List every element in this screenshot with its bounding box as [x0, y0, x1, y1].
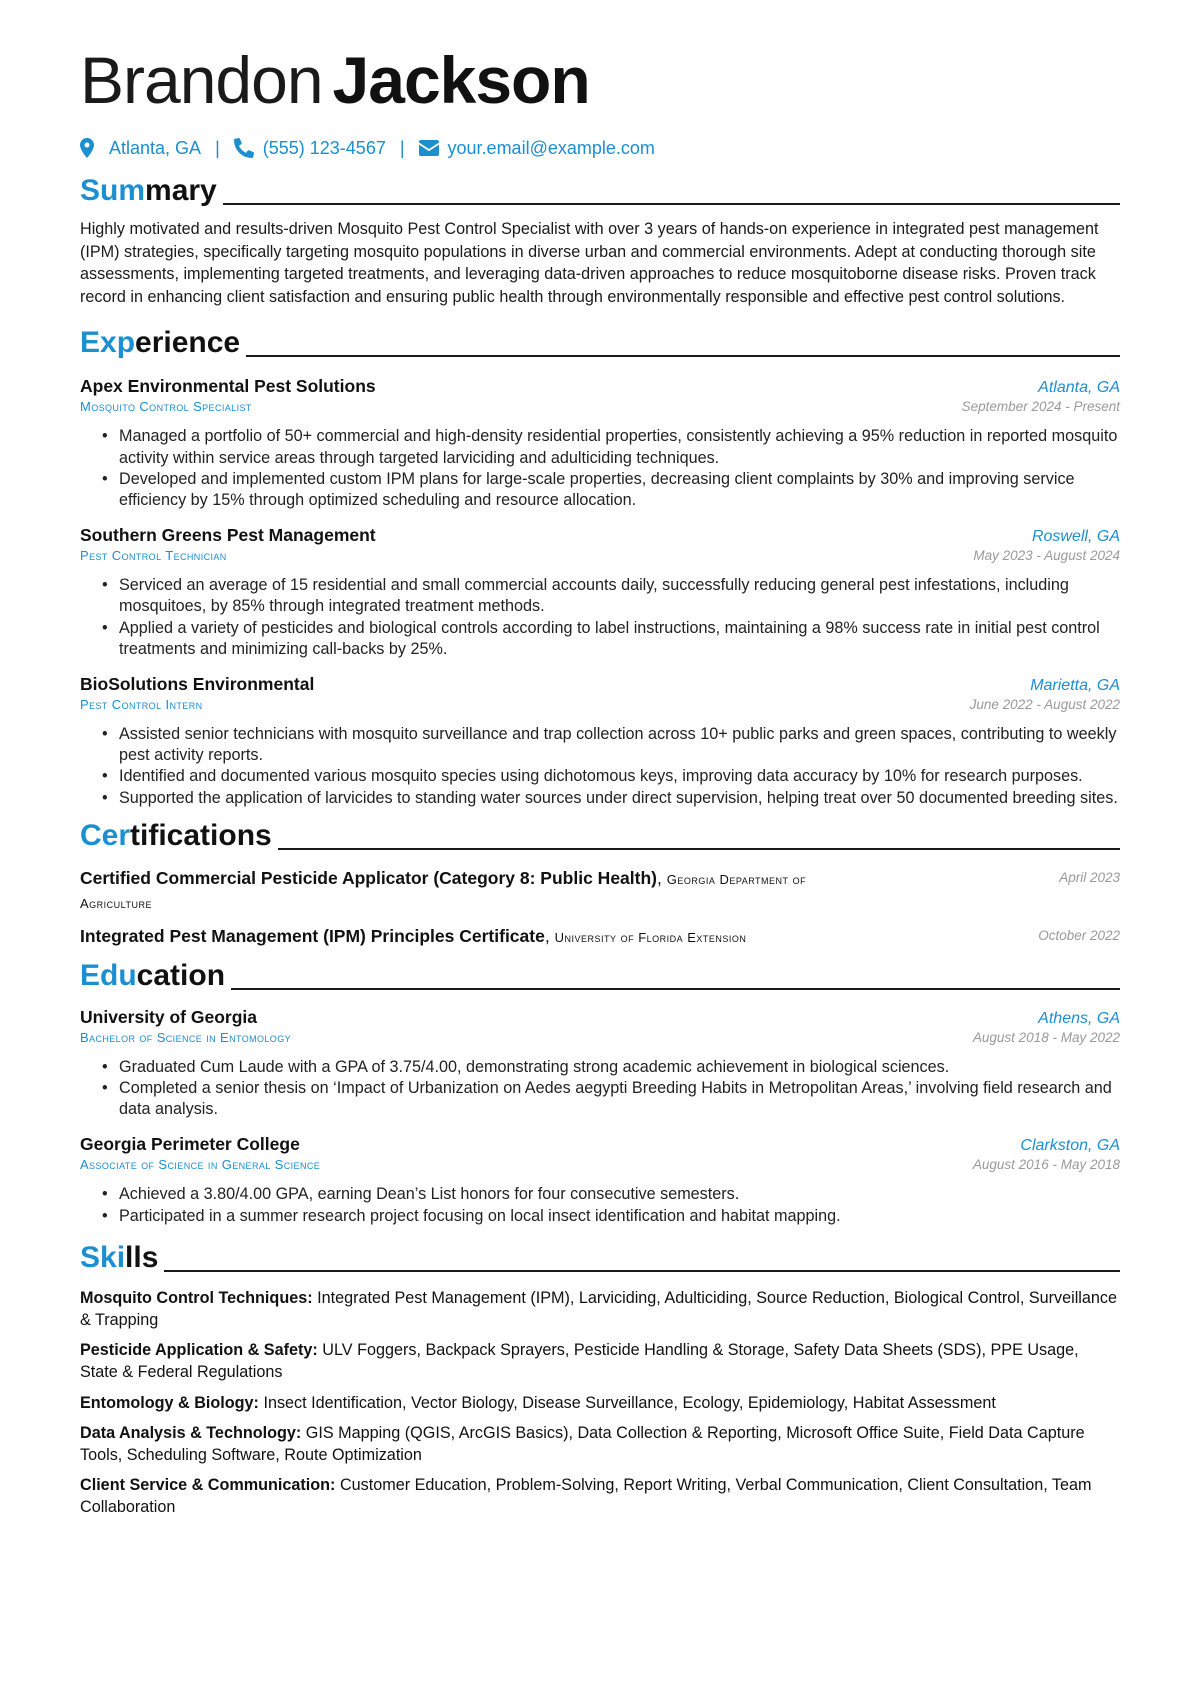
school-name: Georgia Perimeter College [80, 1134, 300, 1155]
education-entry [80, 1007, 1120, 1121]
contact-phone[interactable] [234, 138, 386, 159]
skill-items: Integrated Pest Management (IPM), Larviciding, Adulticiding, Source Reduction, Biological Control, Surveillance & Trapping [80, 1288, 1118, 1330]
school-location: Clarkston, GA [1020, 1137, 1120, 1155]
envelope-icon [419, 138, 439, 158]
skill-items: Customer Education, Problem-Solving, Report Writing, Verbal Communication, Client Consultation, Team Collaboration [80, 1476, 1092, 1517]
skill-line [80, 1287, 1120, 1331]
bullet-item: • Supported the application of larvicides to standing water sources under direct supervision, helping treat over 50 documented breeding sites. [102, 788, 1120, 809]
bullet-item: • Serviced an average of 15 residential and small commercial accounts daily, successfully reducing general pest infestations, including mosquitoes, by 85% through integrated treatment methods. [102, 575, 1120, 617]
bullet-item: • Achieved a 3.80/4.00 GPA, earning Dean’s List honors for four consecutive semesters. [102, 1184, 1120, 1205]
last-name: Jackson [332, 43, 590, 117]
section-title: Experience [80, 326, 241, 360]
school-name: University of Georgia [80, 1006, 257, 1027]
education-section [80, 955, 1120, 1227]
skill-category: Entomology & Biology: [80, 1393, 259, 1412]
contact-bar [80, 136, 1120, 160]
bullet-item: • Identified and documented various mosquito species using dichotomous keys, improving data accuracy by 10% for research purposes. [102, 766, 1120, 787]
contact-email[interactable] [419, 138, 655, 159]
experience-entry [80, 376, 1120, 511]
skill-category: Data Analysis & Technology: [80, 1423, 302, 1442]
bullet-item: • Participated in a summer research project focusing on local insect identification and habitat mapping. [102, 1206, 1120, 1227]
contact-separator: | [399, 137, 405, 158]
employer-name: Apex Environmental Pest Solutions [80, 376, 376, 397]
skill-line [80, 1422, 1120, 1466]
job-location: Roswell, GA [1031, 528, 1120, 546]
section-header [80, 815, 1120, 853]
degree-name: Associate of Science in General Science [80, 1157, 321, 1173]
first-name: Brandon [80, 43, 323, 117]
section-title: Skills [80, 1240, 159, 1274]
candidate-name [80, 38, 1120, 122]
contact-separator: | [215, 137, 220, 158]
job-dates: September 2024 - Present [961, 399, 1120, 415]
skill-line [80, 1392, 1120, 1414]
bullet-list [80, 724, 1120, 809]
section-header [80, 322, 1120, 360]
education-entry [80, 1134, 1120, 1226]
job-title: Pest Control Intern [80, 697, 203, 712]
bullet-item: • Applied a variety of pesticides and biological controls according to label instructions, maintaining a 98% success rate in initial pest control treatments and minimizing call-backs by 25%. [102, 618, 1120, 660]
summary-text: Highly motivated and results-driven Mosquito Pest Control Specialist with over 3 years of hands-on experience in integrated pest management (IPM) strategies, specifically targeting mosquito populations in diverse urban and commercial environments. Adept at conducting thorough site assessments, implementing targeted treatments, and leveraging data-driven approaches to reduce mosquitoborne disease risks. Proven track record in enhancing client satisfaction and ensuring public health through environmentally responsible and effective pest control solutions. [80, 220, 1099, 306]
resume-page [80, 38, 1120, 1519]
job-dates: May 2023 - August 2024 [973, 548, 1120, 564]
bullet-item: • Completed a senior thesis on ‘Impact of Urbanization on Aedes aegypti Breeding Habits in Metropolitan Areas,’ involving field research and data analysis. [102, 1078, 1120, 1120]
certification-entry: Integrated Pest Management (IPM) Principles Certificate, University of Florida Extension October 2022 [80, 925, 1120, 946]
certifications-section [80, 815, 1120, 949]
phone-text: (555) 123-4567 [262, 137, 386, 158]
employer-name: Southern Greens Pest Management [80, 525, 376, 546]
certification-date: April 2023 [1059, 869, 1120, 885]
section-rule [246, 355, 1120, 357]
employer-name: BioSolutions Environmental [80, 674, 315, 694]
section-rule [164, 1270, 1120, 1272]
section-rule [223, 203, 1120, 205]
bullet-list [80, 1184, 1120, 1226]
section-header [80, 170, 1120, 208]
certification-date: October 2022 [1038, 927, 1120, 943]
certification-issuer: University of Florida Extension [554, 929, 747, 945]
section-title: Summary [80, 174, 217, 207]
skill-category: Mosquito Control Techniques: [80, 1288, 313, 1307]
section-title: Certifications [80, 818, 272, 852]
skill-line [80, 1474, 1120, 1518]
job-location: Atlanta, GA [1038, 379, 1120, 397]
email-text: your.email@example.com [447, 137, 655, 158]
job-title: Pest Control Technician [80, 548, 227, 564]
bullet-item: • Developed and implemented custom IPM plans for large-scale properties, decreasing client complaints by 30% and improving service efficiency by 15% through optimized scheduling and resource allocation. [102, 469, 1120, 511]
section-rule [278, 848, 1120, 850]
section-title: Education [80, 958, 226, 992]
bullet-list [80, 426, 1120, 511]
experience-section [80, 322, 1120, 808]
location-text: Atlanta, GA [109, 137, 202, 158]
skill-category: Pesticide Application & Safety: [80, 1341, 318, 1360]
bullet-list [80, 575, 1120, 660]
degree-name: Bachelor of Science in Entomology [80, 1029, 292, 1045]
map-pin-icon [80, 138, 100, 158]
bullet-item: • Managed a portfolio of 50+ commercial and high-density residential properties, consistently achieving a 95% reduction in reported mosquito activity within service areas through targeted larviciding and adulticiding techniques. [102, 426, 1120, 468]
school-location: Athens, GA [1038, 1009, 1120, 1027]
phone-icon [234, 138, 254, 158]
bullet-item: • Assisted senior technicians with mosquito surveillance and trap collection across 10+ public parks and green spaces, contributing to weekly pest activity reports. [102, 724, 1120, 766]
education-dates: August 2016 - May 2018 [972, 1157, 1120, 1173]
job-title: Mosquito Control Specialist [80, 399, 252, 415]
skill-items: GIS Mapping (QGIS, ArcGIS Basics), Data Collection & Reporting, Microsoft Office Suite, Field Data Capture Tools, Scheduling Software, Route Optimization [80, 1423, 1085, 1465]
section-header [80, 955, 1120, 993]
experience-entry [80, 674, 1120, 809]
skill-line [80, 1339, 1120, 1383]
job-location: Marietta, GA [1030, 677, 1120, 694]
skill-items: Insect Identification, Vector Biology, Disease Surveillance, Ecology, Epidemiology, Habitat Assessment [263, 1393, 996, 1412]
certification-name: Integrated Pest Management (IPM) Principles Certificate [80, 925, 545, 946]
contact-location [80, 138, 201, 159]
education-dates: August 2018 - May 2022 [972, 1029, 1120, 1045]
job-dates: June 2022 - August 2022 [969, 697, 1120, 712]
certification-entry: Certified Commercial Pesticide Applicator (Category 8: Public Health), Georgia Department of Agriculture April 2023 [80, 867, 1120, 911]
summary-section [80, 170, 1120, 308]
bullet-item: • Graduated Cum Laude with a GPA of 3.75/4.00, demonstrating strong academic achievement in biological sciences. [102, 1057, 1120, 1078]
bullet-list [80, 1057, 1120, 1121]
skills-section [80, 1237, 1120, 1519]
skill-category: Client Service & Communication: [80, 1476, 336, 1495]
skill-items: ULV Foggers, Backpack Sprayers, Pesticide Handling & Storage, Safety Data Sheets (SDS), PPE Usage, State & Federal Regulations [80, 1341, 1079, 1382]
certification-issuer: Georgia Department of Agriculture [80, 871, 807, 911]
certification-name: Certified Commercial Pesticide Applicator (Category 8: Public Health) [80, 867, 657, 888]
section-header [80, 1237, 1120, 1275]
section-rule [231, 988, 1120, 990]
experience-entry [80, 525, 1120, 660]
